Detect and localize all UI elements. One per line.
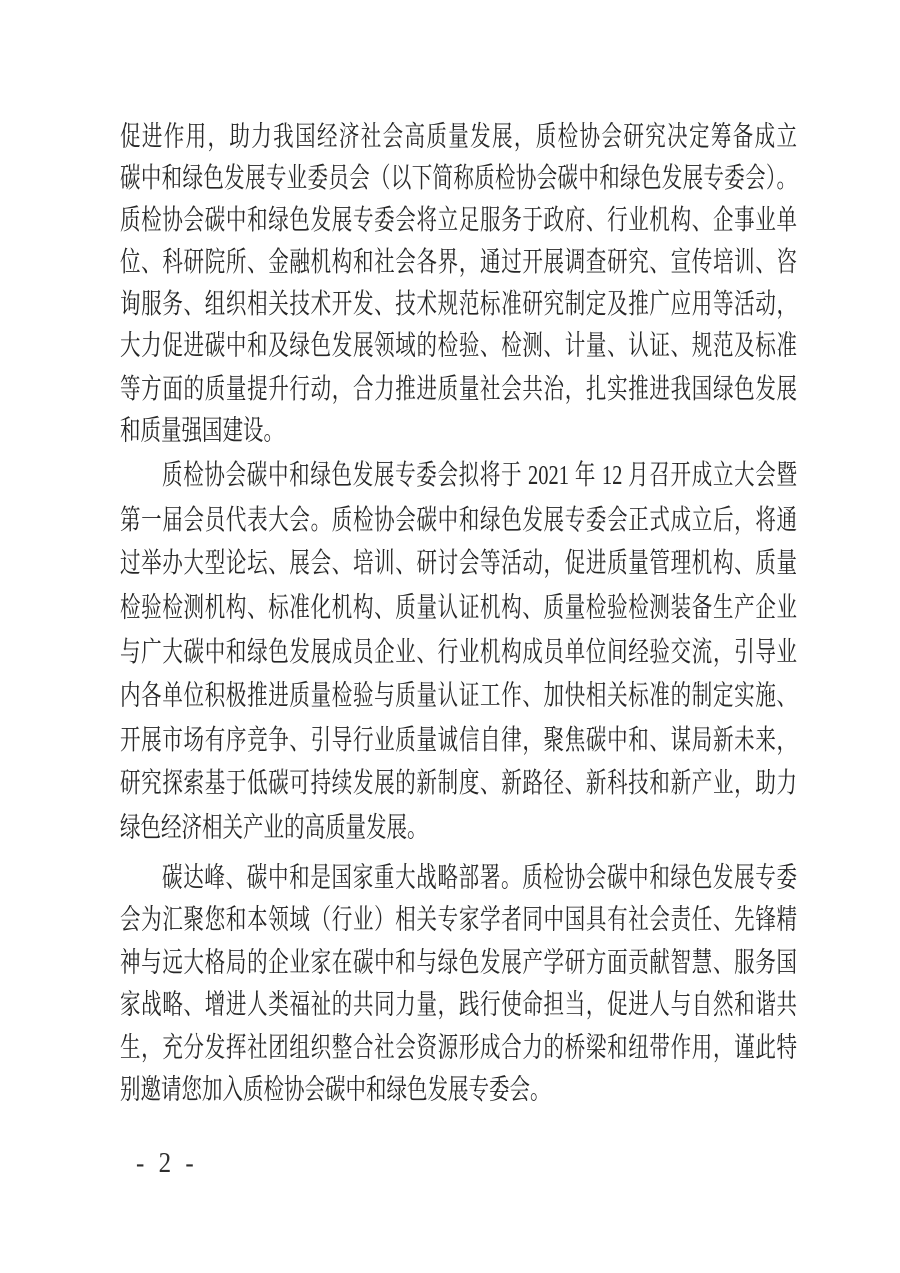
page-number: - 2 -	[136, 1148, 198, 1180]
text-line: 会为汇聚您和本领域（行业）相关专家学者同中国具有社会责任、先锋精	[120, 905, 797, 936]
text-line: 生，充分发挥社团组织整合社会资源形成合力的桥梁和纽带作用，谨此特	[120, 1033, 797, 1063]
text-line: 内各单位积极推进质量检验与质量认证工作、加快相关标准的制定实施、	[120, 681, 797, 712]
text-line: 询服务、组织相关技术开发、技术规范标准研究制定及推广应用等活动，	[120, 290, 797, 321]
text-line: 过举办大型论坛、展会、培训、研讨会等活动，促进质量管理机构、质量	[120, 549, 797, 580]
paragraph-2	[120, 455, 797, 851]
document-text-block	[120, 117, 797, 1113]
text-line: 绿色经济相关产业的高质量发展。	[120, 813, 428, 844]
text-line: 别邀请您加入质检协会碳中和绿色发展专委会。	[120, 1075, 551, 1106]
text-line: 和质量强国建设。	[120, 416, 284, 446]
text-line: 检验检测机构、标准化机构、质量认证机构、质量检验检测装备生产企业	[120, 593, 797, 624]
text-line: 开展市场有序竞争、引导行业质量诚信自律，聚焦碳中和、谋局新未来，	[120, 725, 797, 756]
paragraph-3	[120, 858, 797, 1113]
text-line: 促进作用，助力我国经济社会高质量发展，质检协会研究决定筹备成立	[120, 122, 797, 153]
text-line: 研究探索基于低碳可持续发展的新制度、新路径、新科技和新产业，助力	[120, 769, 797, 800]
text-line: 质检协会碳中和绿色发展专委会将立足服务于政府、行业机构、企事业单	[120, 206, 797, 237]
text-line: 大力促进碳中和及绿色发展领域的检验、检测、计量、认证、规范及标准	[120, 332, 797, 362]
text-line: 家战略、增进人类福祉的共同力量，践行使命担当，促进人与自然和谐共	[120, 990, 797, 1021]
text-line: 等方面的质量提升行动，合力推进质量社会共治，扎实推进我国绿色发展	[120, 374, 797, 404]
text-line: 碳中和绿色发展专业委员会（以下简称质检协会碳中和绿色发展专委会）。	[120, 164, 797, 195]
text-line: 质检协会碳中和绿色发展专委会拟将于 2021 年 12 月召开成立大会暨	[162, 461, 797, 492]
text-line: 神与远大格局的企业家在碳中和与绿色发展产学研方面贡献智慧、服务国	[120, 948, 797, 978]
text-line: 碳达峰、碳中和是国家重大战略部署。质检协会碳中和绿色发展专委	[162, 863, 797, 893]
text-line: 与广大碳中和绿色发展成员企业、行业机构成员单位间经验交流，引导业	[120, 637, 797, 668]
paragraph-1	[120, 117, 797, 453]
text-line: 位、科研院所、金融机构和社会各界，通过开展调查研究、宣传培训、咨	[120, 248, 797, 279]
text-line: 第一届会员代表大会。质检协会碳中和绿色发展专委会正式成立后，将通	[120, 505, 797, 536]
